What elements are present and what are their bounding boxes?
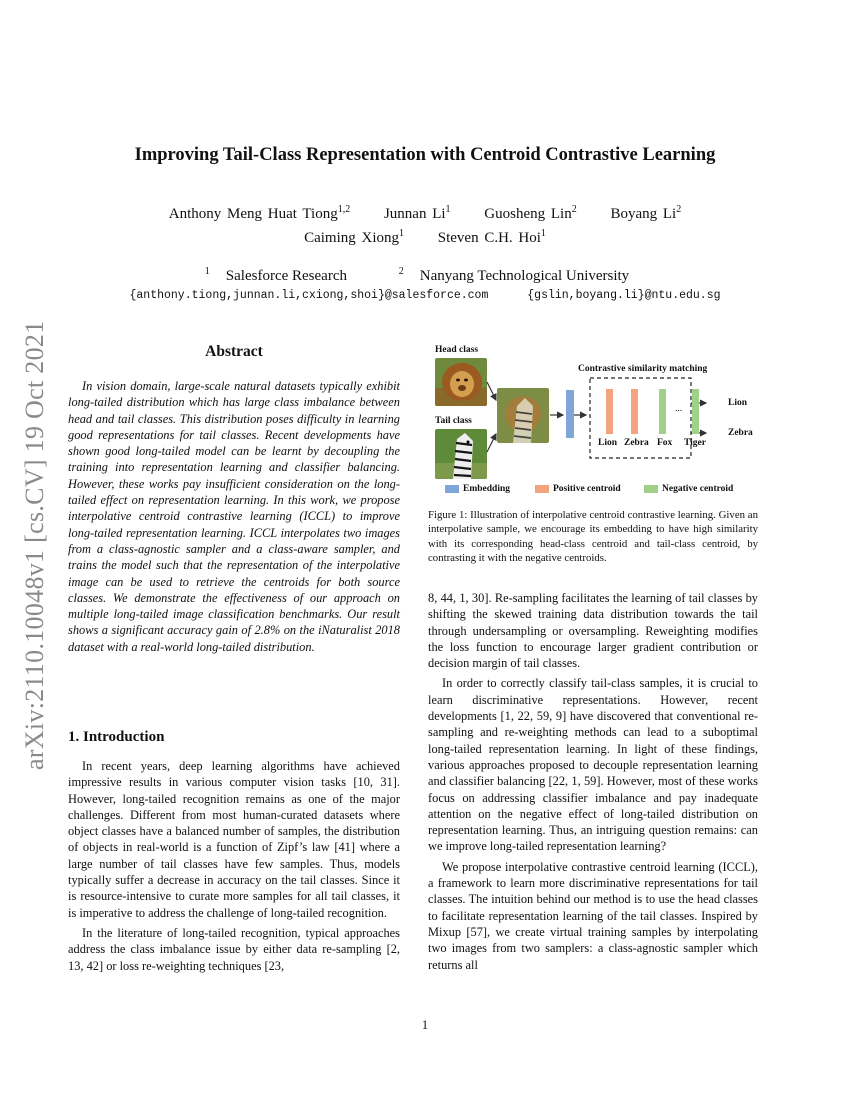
centroid-label: Lion xyxy=(598,438,618,448)
emails xyxy=(80,289,770,302)
embedding-bar xyxy=(566,390,574,438)
head-class-label: Head class xyxy=(435,345,479,355)
author-list xyxy=(110,200,740,248)
abstract-text: In vision domain, large-scale natural datasets typically exhibit long-tailed distribution which has large class imbalance between head and tail classes. This distribution poses difficulty in learning good representations for tail classes. Recent developments have shown good long-tailed model can be learnt by decoupling the training into representation learning and classifier balancing. However, these works pay insufficient consideration on the long-tailed effect on representation learning. In this work, we propose interpolative centroid contrastive learning (ICCL) to improve long-tailed representation learning. ICCL interpolates two images from a class-agnostic sampler and a class-aware sampler, and trains the model such that the representation of the interpolative image can be used to retrieve the centroids for both source classes. We demonstrate the effectiveness of our approach on multiple long-tailed image classification benchmarks. Our result shows a significant accuracy gain of 2.8% on the iNaturalist 2018 dataset with a real-world long-tailed distribution. xyxy=(68,379,400,654)
negative-centroid-bar xyxy=(659,389,666,434)
output-label: Lion xyxy=(728,398,748,408)
right-column-body xyxy=(428,590,758,977)
email[interactable]: {anthony.tiong,junnan.li,cxiong,shoi}@salesforce.com xyxy=(129,289,489,302)
positive-centroid-bar xyxy=(606,389,613,434)
paragraph: In order to correctly classify tail-class samples, it is crucial to learn discriminative representations. However, recent developments [1, 22, 59, 9] have discovered that conventional re-sampling and re-weighting methods can lead to a suboptimal long-tailed representation learning. In light of these findings, various approaches proposed to decouple representation learning and classifier balancing [22, 1, 59]. However, most of these works focus on addressing classifier imbalance and pay inadequate attention on the negative effect of long-tailed distribution on representation learning. Thus, an intriguing question remains: can we improve long-tailed representation learning? xyxy=(428,676,758,854)
output-label: Zebra xyxy=(728,428,753,438)
legend-label: Negative centroid xyxy=(662,484,734,494)
centroid-label: Zebra xyxy=(624,438,649,448)
author: Guosheng Lin$^2$ xyxy=(484,204,577,222)
author: Anthony Meng Huat Tiong$^{1,2}$ xyxy=(168,204,351,222)
legend-swatch-positive xyxy=(535,485,549,493)
negative-centroid-bar xyxy=(692,389,699,434)
author: Caiming Xiong$^1$ xyxy=(304,228,404,246)
tail-class-label: Tail class xyxy=(435,416,472,426)
paragraph: 8, 44, 1, 30]. Re-sampling facilitates the learning of tail classes by shifting the skewed training data distribution towards the tail through undersampling or oversampling. Reweighting modifies the loss function to encourage larger gradient contribution or decision margin of tail classes. xyxy=(428,591,758,671)
legend-label: Embedding xyxy=(463,484,510,494)
legend-swatch-negative xyxy=(644,485,658,493)
figure-1 xyxy=(430,340,760,505)
author: Boyang Li$^2$ xyxy=(610,204,682,222)
abstract-heading: Abstract xyxy=(205,343,263,360)
paragraph: In the literature of long-tailed recognition, typical approaches address the class imbalance issue by either data re-sampling [2, 13, 42] or loss re-weighting techniques [23, xyxy=(68,925,400,973)
legend-label: Positive centroid xyxy=(553,484,621,494)
page-number: 1 xyxy=(421,1018,429,1032)
section-heading: 1. Introduction xyxy=(68,729,165,745)
paragraph: We propose interpolative contrastive centroid learning (ICCL), a framework to learn more discriminative representations for tail classes. The intuition behind our method is to use the head classes to facilitate representation learning of the tail classes. Inspired by Mixup [57], we create virtual training samples by interpolating two images from two samplers: a class-agnostic sampler which returns all xyxy=(428,859,758,972)
arxiv-stamp: arXiv:2110.10048v1 [cs.CV] 19 Oct 2021 xyxy=(20,320,49,770)
intro-body xyxy=(68,758,400,978)
affiliations xyxy=(100,266,750,285)
email[interactable]: {gslin,boyang.li}@ntu.edu.sg xyxy=(527,289,721,302)
author: Junnan Li$^1$ xyxy=(383,204,451,222)
paragraph: In recent years, deep learning algorithms have achieved impressive results in various computer vision tasks [10, 31]. However, long-tailed recognition remains as one of the major challenges. Different from most human-curated datasets where object classes have a balanced number of samples, the distribution of objects in real-world is a function of Zipf’s law [41] where a large number of tail classes have few samples. Thus, models typically suffer a decrease in accuracy on the tail classes. Since it is resource-intensive to curate more samples for all tail classes, it is imperative to address the challenge of long-tailed recognition. xyxy=(68,759,400,920)
paper-title: Improving Tail-Class Representation with Centroid Contrastive Learning xyxy=(134,145,716,165)
centroid-label: Fox xyxy=(657,438,673,448)
matching-label: Contrastive similarity matching xyxy=(578,364,708,374)
positive-centroid-bar xyxy=(631,389,638,434)
figure-caption: Figure 1: Illustration of interpolative centroid contrastive learning. Given an interpolative sample, we encourage its embedding to have high similarity with its corresponding head-class centroid and tail-class centroid, by contrasting it with the negative centroids. xyxy=(428,509,758,564)
author: Steven C.H. Hoi$^1$ xyxy=(437,228,546,246)
affiliation: $^1$ Salesforce Research xyxy=(204,266,347,284)
ellipsis: ... xyxy=(675,404,683,414)
centroid-label: Tiger xyxy=(684,438,706,448)
affiliation: $^2$ Nanyang Technological University xyxy=(398,266,630,284)
legend-swatch-embedding xyxy=(445,485,459,493)
